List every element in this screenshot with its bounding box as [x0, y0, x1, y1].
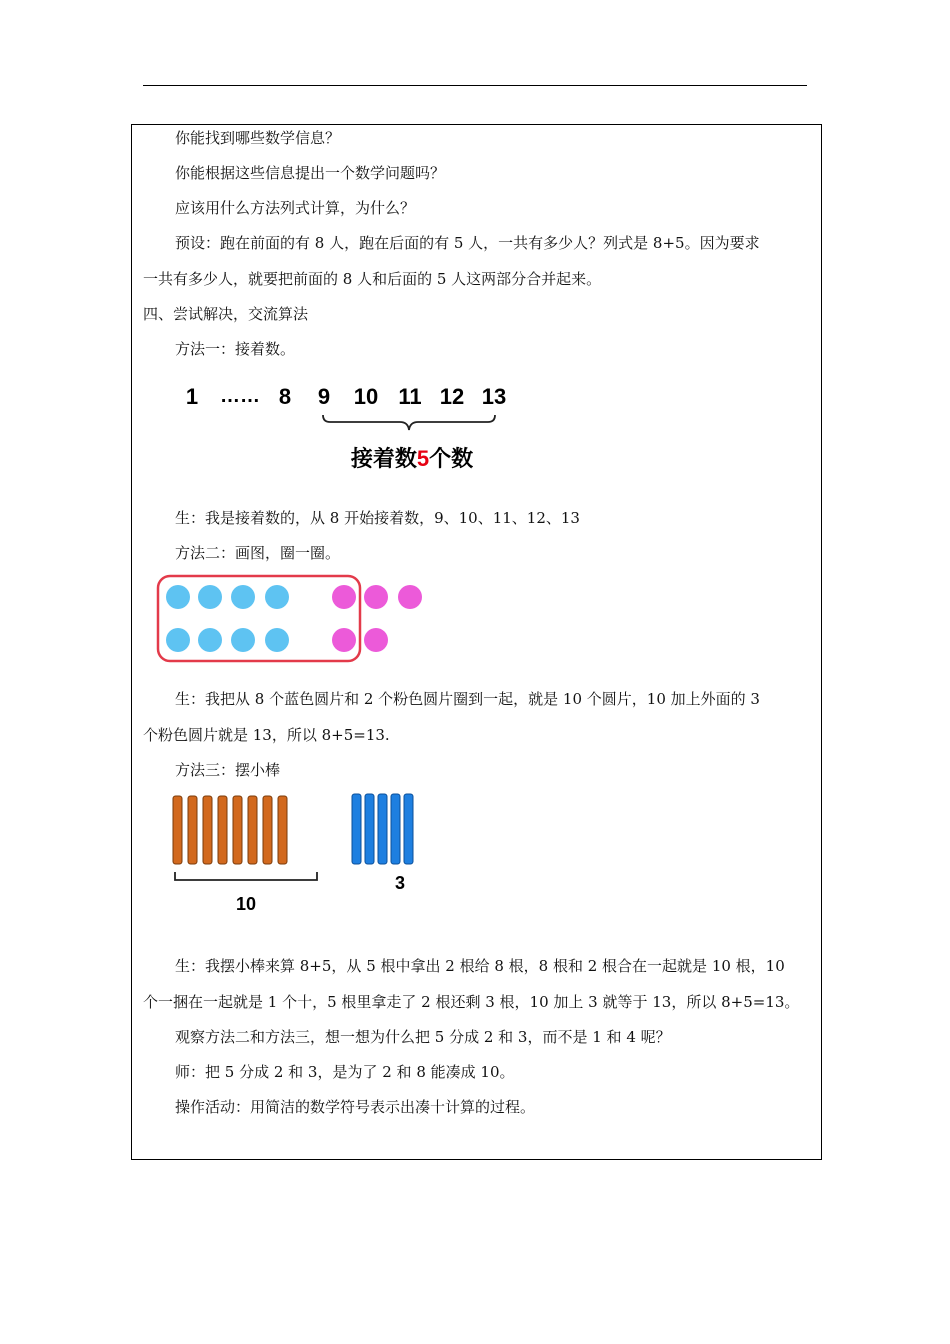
blue-stick — [378, 794, 387, 864]
ten-label: 10 — [235, 894, 257, 914]
counted-number-11: 11 — [398, 384, 422, 409]
section-four-heading: 四、尝试解决，交流算法 — [143, 305, 309, 323]
number-start: 1 — [185, 384, 199, 409]
blue-dot — [231, 585, 255, 609]
question-1: 你能找到哪些数学信息？ — [175, 129, 341, 147]
student-answer-3-line-2: 个一捆在一起就是 1 个十，5 根里拿走了 2 根还剩 3 根，10 加上 3 就等于 13，所以 8+5=13。 — [143, 993, 800, 1011]
sticks-figure — [165, 788, 435, 918]
blue-dot — [198, 628, 222, 652]
question-2: 你能根据这些信息提出一个数学问题吗？ — [175, 164, 446, 182]
method-two-label: 方法二：画图，圈一圈。 — [175, 544, 341, 562]
ellipsis: …… — [220, 385, 260, 407]
orange-stick — [188, 796, 197, 864]
orange-sticks-group — [173, 796, 287, 864]
dots-group — [166, 585, 422, 652]
blue-dot — [265, 585, 289, 609]
counted-number-9: 9 — [317, 384, 331, 409]
count-on-label: 接着数5个数 — [350, 446, 474, 471]
pink-dot-circled — [332, 628, 356, 652]
three-label: 3 — [394, 873, 406, 893]
orange-stick — [203, 796, 212, 864]
pink-dot-circled — [332, 585, 356, 609]
preset-line-1: 预设：跑在前面的有 8 人，跑在后面的有 5 人，一共有多少人？列式是 8+5。因为要求 — [175, 234, 760, 252]
orange-stick — [248, 796, 257, 864]
preset-line-2: 一共有多少人，就要把前面的 8 人和后面的 5 人这两部分合并起来。 — [143, 270, 602, 288]
counted-numbers — [318, 384, 506, 409]
blue-stick — [404, 794, 413, 864]
blue-stick — [365, 794, 374, 864]
counted-number-13: 13 — [481, 384, 507, 409]
student-answer-3-line-1: 生：我摆小棒来算 8+5，从 5 根中拿出 2 根给 8 根，8 根和 2 根合在一起就是 10 根，10 — [175, 957, 785, 975]
ten-bracket — [175, 872, 317, 880]
grouping-ring — [158, 576, 360, 661]
count-on-figure — [180, 372, 520, 477]
blue-stick — [391, 794, 400, 864]
student-answer-1: 生：我是接着数的，从 8 开始接着数，9、10、11、12、13 — [175, 509, 580, 527]
counted-number-10: 10 — [353, 384, 379, 409]
blue-stick — [352, 794, 361, 864]
count-brace — [323, 415, 495, 430]
student-answer-2-line-2: 个粉色圆片就是 13，所以 8+5=13. — [143, 726, 390, 744]
observe-question: 观察方法二和方法三，想一想为什么把 5 分成 2 和 3，而不是 1 和 4 呢？ — [175, 1028, 671, 1046]
counted-number-12: 12 — [439, 384, 465, 409]
activity-line: 操作活动：用简洁的数学符号表示出凑十计算的过程。 — [175, 1098, 536, 1116]
pink-dot-outside — [364, 585, 388, 609]
blue-dot — [265, 628, 289, 652]
orange-stick — [173, 796, 182, 864]
student-answer-2-line-1: 生：我把从 8 个蓝色圆片和 2 个粉色圆片圈到一起，就是 10 个圆片，10 加上外面的 3 — [175, 690, 760, 708]
orange-stick — [263, 796, 272, 864]
blue-sticks-group — [352, 794, 413, 864]
orange-stick — [218, 796, 227, 864]
blue-dot — [166, 585, 190, 609]
orange-stick — [278, 796, 287, 864]
blue-dot — [231, 628, 255, 652]
teacher-line: 师：把 5 分成 2 和 3，是为了 2 和 8 能凑成 10。 — [175, 1063, 515, 1081]
header-rule — [143, 85, 807, 86]
circle-dots-figure — [150, 570, 440, 670]
pink-dot-outside — [364, 628, 388, 652]
blue-dot — [166, 628, 190, 652]
number-known: 8 — [278, 384, 292, 409]
orange-stick — [233, 796, 242, 864]
method-three-label: 方法三：摆小棒 — [175, 761, 281, 779]
method-one-label: 方法一：接着数。 — [175, 340, 296, 358]
blue-dot — [198, 585, 222, 609]
pink-dot-outside — [398, 585, 422, 609]
question-3: 应该用什么方法列式计算，为什么？ — [175, 199, 416, 217]
